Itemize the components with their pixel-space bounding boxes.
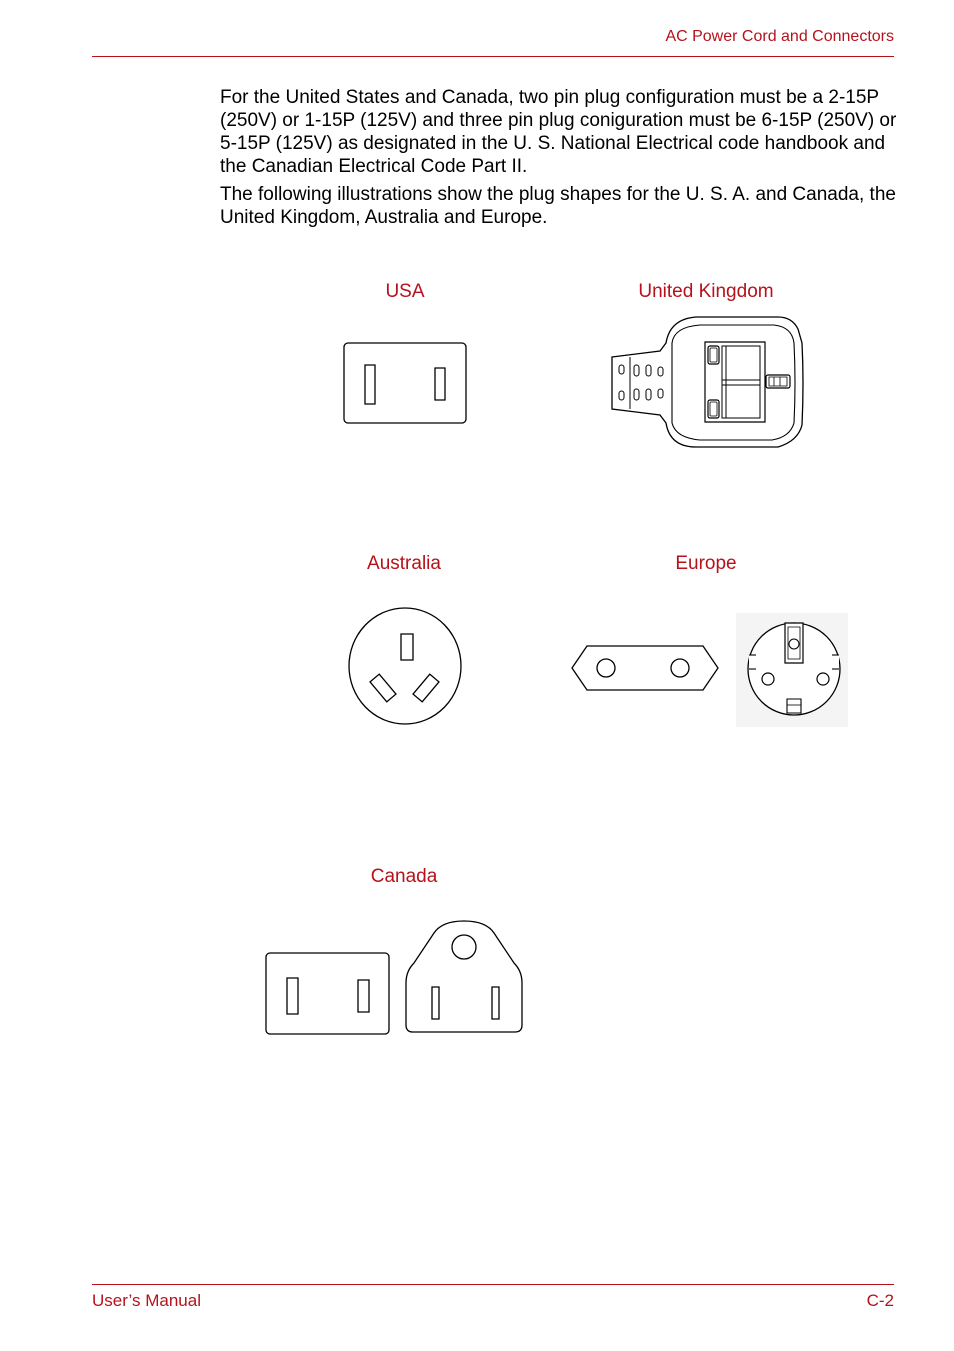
paragraph-plug-shapes: The following illustrations show the plug shapes for the U. S. A. and Canada, the United Kingdom, Australia and Europe. xyxy=(220,184,896,228)
footer-rule xyxy=(92,1284,894,1285)
europe-schuko-plug-illustration xyxy=(736,613,848,727)
paragraph-plug-configuration: For the United States and Canada, two pin plug configuration must be a 2-15P (250V) or 1-15P (125V) and three pin plug coniguration must be 6-15P (250V) or 5-15P (125V) as designated in the U. S. National Electrical code handbook and the Canadian Electrical Code Part II. xyxy=(220,87,897,177)
canada-two-pin-plug-illustration xyxy=(265,952,390,1035)
europe-label: Europe xyxy=(675,553,737,574)
usa-plug-illustration xyxy=(343,342,467,424)
united-kingdom-label: United Kingdom xyxy=(638,281,774,302)
europe-two-pin-plug-illustration xyxy=(570,644,720,692)
footer-page-number: C-2 xyxy=(866,1291,894,1310)
page-header-title: AC Power Cord and Connectors xyxy=(665,28,894,45)
united-kingdom-plug-illustration xyxy=(608,313,805,453)
header-rule xyxy=(92,56,894,57)
canada-three-pin-plug-illustration xyxy=(404,919,526,1035)
footer-manual-title: User’s Manual xyxy=(92,1291,201,1310)
canada-label: Canada xyxy=(370,866,438,887)
australia-label: Australia xyxy=(367,553,441,574)
australia-plug-illustration xyxy=(347,608,463,728)
usa-label: USA xyxy=(385,281,425,302)
